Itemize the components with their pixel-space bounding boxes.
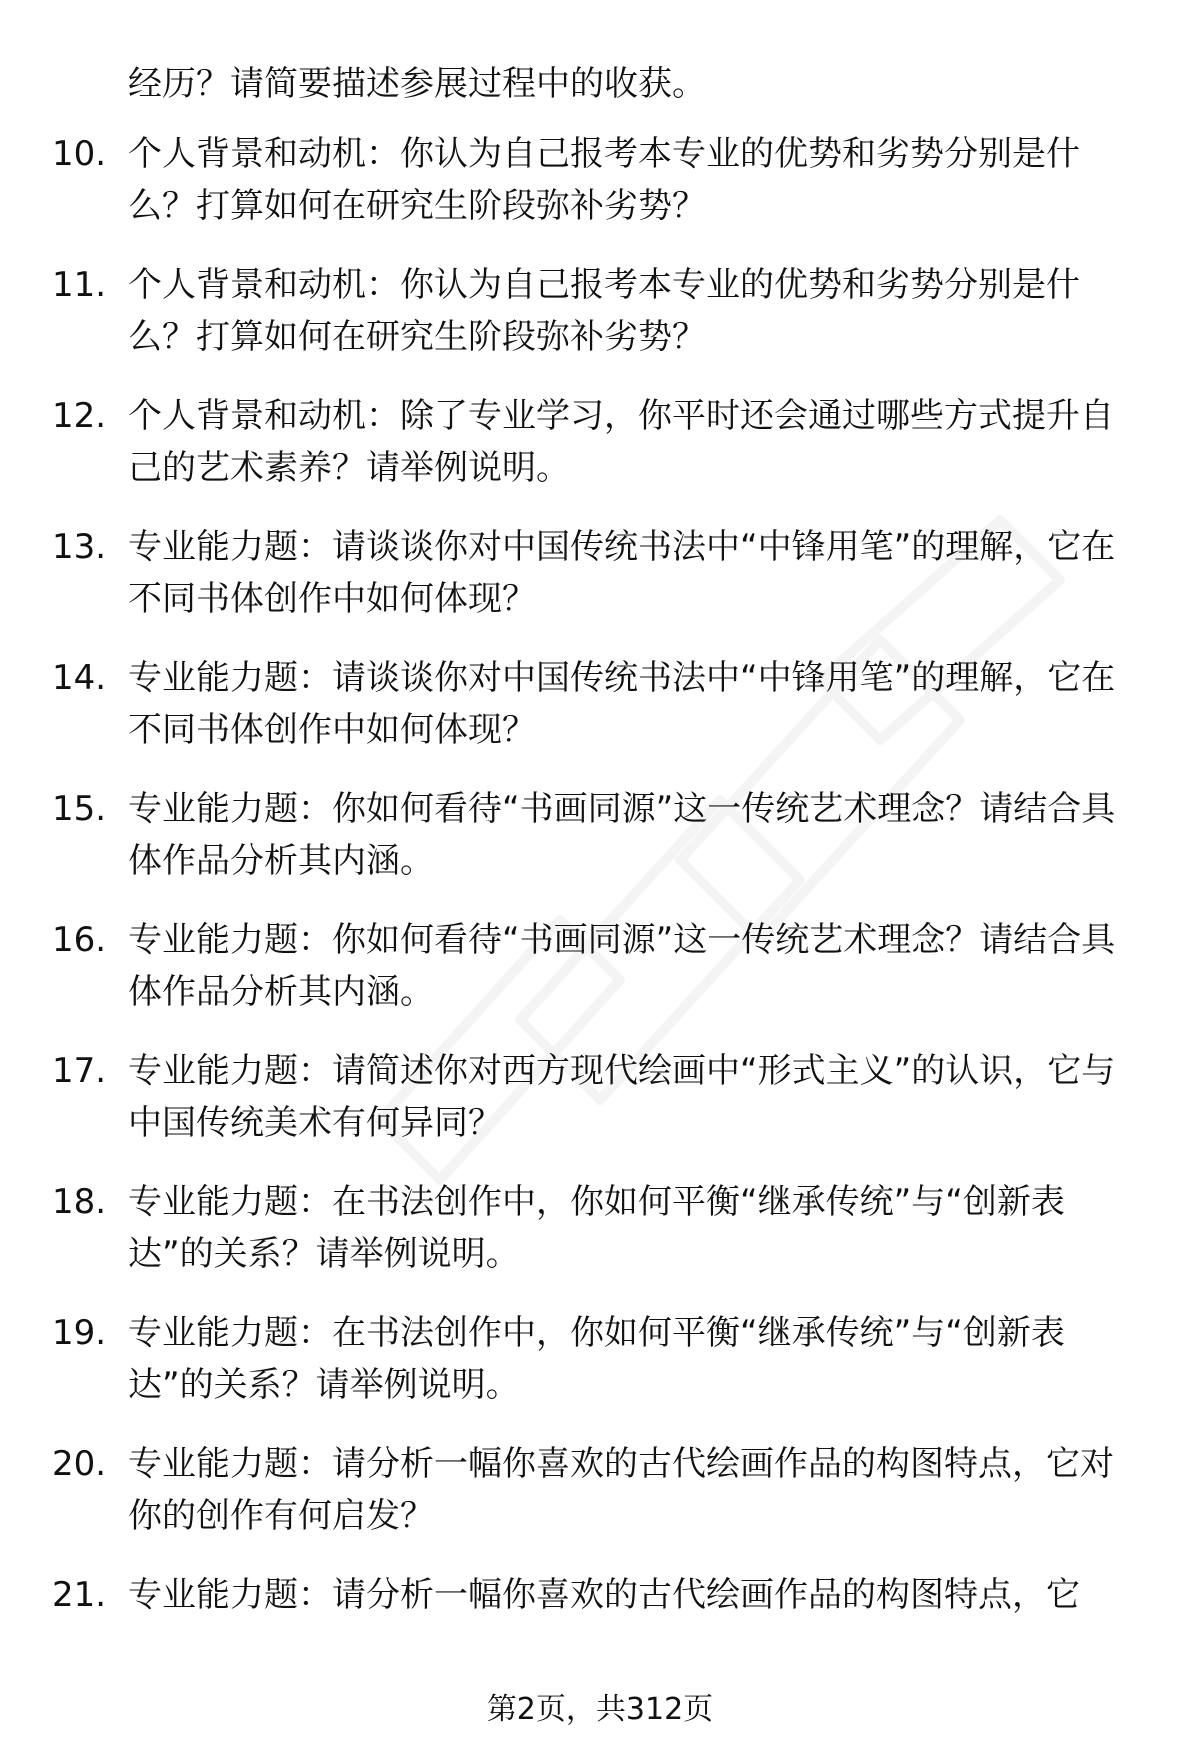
question-number: 20.	[52, 1444, 107, 1484]
question-text: 专业能力题：请分析一幅你喜欢的古代绘画作品的构图特点，它对你的创作有何启发？	[128, 1444, 1114, 1536]
question-text: 个人背景和动机：你认为自己报考本专业的优势和劣势分别是什么？打算如何在研究生阶段弥补劣势？	[128, 265, 1080, 357]
question-item	[0, 1438, 1200, 1558]
question-number: 18.	[52, 1182, 107, 1222]
question-item	[0, 1307, 1200, 1427]
question-text: 专业能力题：在书法创作中，你如何平衡“继承传统”与“创新表达”的关系？请举例说明。	[128, 1313, 1065, 1405]
question-item	[0, 783, 1200, 903]
question-number: 16.	[52, 920, 107, 960]
question-item	[0, 914, 1200, 1034]
question-item	[0, 521, 1200, 641]
question-text: 个人背景和动机：除了专业学习，你平时还会通过哪些方式提升自己的艺术素养？请举例说明。	[128, 396, 1114, 488]
question-text: 专业能力题：你如何看待“书画同源”这一传统艺术理念？请结合具体作品分析其内涵。	[128, 789, 1116, 881]
question-text: 专业能力题：在书法创作中，你如何平衡“继承传统”与“创新表达”的关系？请举例说明。	[128, 1182, 1065, 1274]
question-text: 专业能力题：请分析一幅你喜欢的古代绘画作品的构图特点，它	[128, 1575, 1080, 1615]
question-number: 11.	[52, 265, 107, 305]
question-text: 专业能力题：你如何看待“书画同源”这一传统艺术理念？请结合具体作品分析其内涵。	[128, 920, 1116, 1012]
question-number: 13.	[52, 527, 107, 567]
question-item	[0, 1569, 1200, 1689]
question-item	[0, 1045, 1200, 1165]
question-item	[0, 1176, 1200, 1296]
question-item	[0, 128, 1200, 248]
question-text: 专业能力题：请简述你对西方现代绘画中“形式主义”的认识，它与中国传统美术有何异同？	[128, 1051, 1116, 1143]
question-item	[0, 390, 1200, 510]
question-number: 17.	[52, 1051, 107, 1091]
question-text: 专业能力题：请谈谈你对中国传统书法中“中锋用笔”的理解，它在不同书体创作中如何体现？	[128, 658, 1116, 750]
page-footer: 第2页，共312页	[486, 1692, 714, 1727]
question-item	[0, 259, 1200, 379]
question-list	[0, 128, 1200, 1700]
question-number: 21.	[52, 1575, 107, 1615]
question-number: 14.	[52, 658, 107, 698]
question-text: 专业能力题：请谈谈你对中国传统书法中“中锋用笔”的理解，它在不同书体创作中如何体现？	[128, 527, 1116, 619]
question-text: 个人背景和动机：你认为自己报考本专业的优势和劣势分别是什么？打算如何在研究生阶段弥补劣势？	[128, 134, 1080, 226]
question-number: 19.	[52, 1313, 107, 1353]
question-number: 15.	[52, 789, 107, 829]
question-number: 10.	[52, 134, 107, 174]
question-item	[0, 652, 1200, 772]
continuation-text: 经历？请简要描述参展过程中的收获。	[128, 64, 706, 104]
question-number: 12.	[52, 396, 107, 436]
